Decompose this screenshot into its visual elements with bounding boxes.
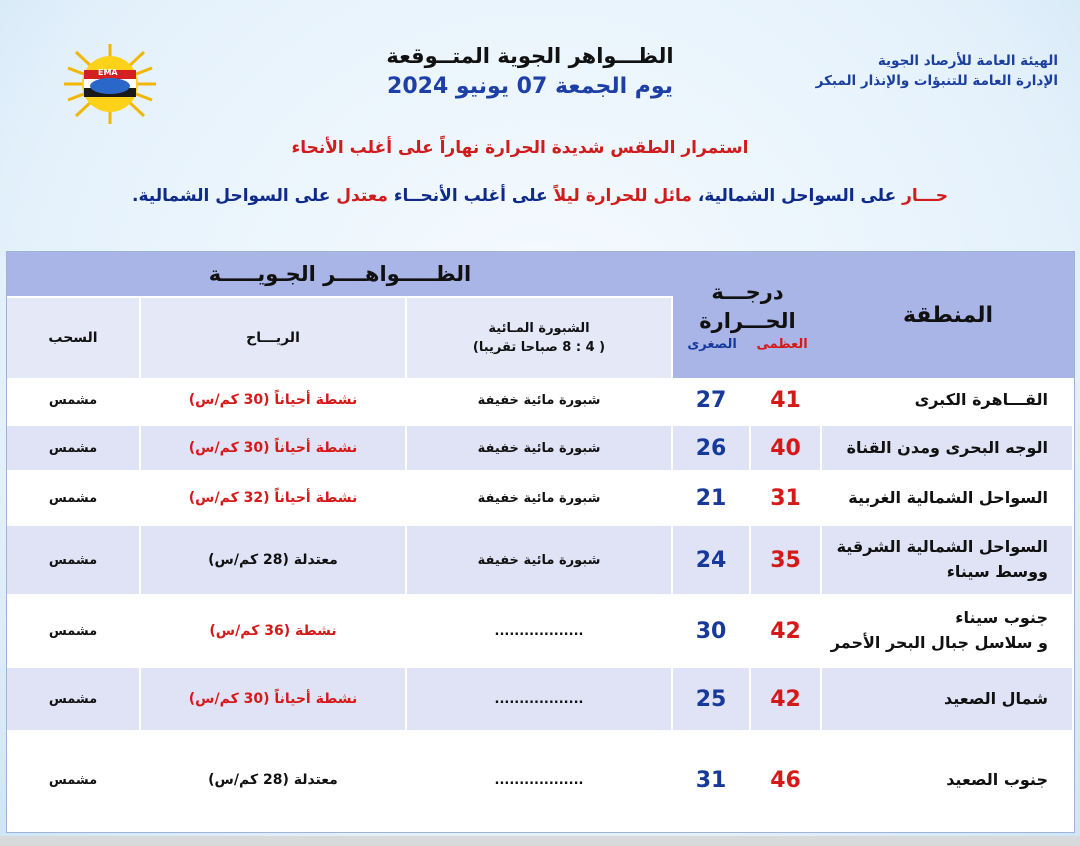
phenomena-header: الظـــــواهــــر الجـويـــــة: [208, 262, 472, 286]
ema-logo: [58, 42, 162, 126]
wind-header: الريـــاح: [246, 330, 300, 346]
temperature-header: درجـــة الحـــرارة: [699, 280, 796, 333]
row-3-fog-cell: [407, 474, 673, 524]
summary-night: ليلاً: [553, 186, 586, 206]
row-7-min-cell: [673, 734, 751, 828]
row-7-region: جنوب الصعيد: [946, 769, 1048, 789]
logo-text: EMA: [98, 68, 118, 77]
organization-name: [758, 52, 1058, 91]
temp-min-header: الصغرى: [687, 336, 737, 352]
forecast-table: [6, 251, 1075, 833]
org-line-1: الهيئة العامة للأرصاد الجوية: [877, 53, 1058, 69]
row-6-fog: ..................: [494, 691, 584, 707]
row-6-clouds: مشمس: [48, 691, 98, 707]
row-4-clouds-cell: [7, 526, 141, 596]
temp-max-header: العظمى: [756, 336, 808, 352]
row-1-min: 27: [695, 387, 727, 413]
row-5-wind: نشطة (36 كم/س): [209, 623, 337, 639]
row-2-fog: شبورة مائية خفيفة: [477, 440, 601, 456]
row-6-max: 42: [770, 686, 801, 712]
row-5-clouds: مشمس: [48, 623, 98, 639]
row-5-max: 42: [770, 618, 801, 644]
row-1-fog: شبورة مائية خفيفة: [477, 392, 601, 408]
row-6-wind: نشطة أحياناً (30 كم/س): [188, 691, 358, 707]
row-6-region-cell: [822, 668, 1074, 732]
summary-text-c: على السواحل الشمالية.: [131, 186, 337, 206]
row-7-max: 46: [770, 767, 801, 793]
row-3-min: 21: [695, 485, 727, 511]
header-divider: [7, 296, 673, 298]
clouds-header-cell: [7, 298, 139, 378]
temperature-header-cell: [673, 252, 822, 378]
row-6-region: شمال الصعيد: [944, 688, 1048, 708]
wind-header-cell: [141, 298, 405, 378]
row-4-region-cell: [822, 526, 1074, 596]
row-6-min: 25: [695, 686, 727, 712]
row-5-max-cell: [751, 598, 822, 666]
region-header-cell: [822, 252, 1074, 378]
row-3-clouds: مشمس: [48, 490, 98, 506]
bulletin-date: يوم الجمعة 07 يونيو 2024: [387, 74, 673, 99]
row-3-wind: نشطة أحياناً (32 كم/س): [188, 490, 358, 506]
row-5-fog: ..................: [494, 623, 584, 639]
row-4-min: 24: [695, 547, 727, 573]
row-1-fog-cell: [407, 378, 673, 424]
row-4-fog: شبورة مائية خفيفة: [477, 552, 601, 568]
row-2-max-cell: [751, 426, 822, 472]
row-6-wind-cell: [141, 668, 407, 732]
org-line-2: الإدارة العامة للتنبؤات والإنذار المبكر: [815, 72, 1058, 89]
row-5-min-cell: [673, 598, 751, 666]
row-2-wind-cell: [141, 426, 407, 472]
row-2-min-cell: [673, 426, 751, 472]
row-1-wind-cell: [141, 378, 407, 424]
row-3-min-cell: [673, 474, 751, 524]
row-4-max: 35: [770, 547, 801, 573]
row-7-wind-cell: [141, 734, 407, 828]
fog-header-cell: [407, 298, 671, 378]
summary-line-2: [60, 186, 1020, 206]
row-6-clouds-cell: [7, 668, 141, 732]
summary-text-a: على السواحل الشمالية،: [691, 186, 903, 206]
row-7-region-cell: [822, 734, 1074, 828]
row-6-max-cell: [751, 668, 822, 732]
row-4-max-cell: [751, 526, 822, 596]
bulletin-title: الظـــواهر الجوية المتــوقعة: [386, 44, 674, 68]
row-3-region: السواحل الشمالية الغربية: [848, 487, 1048, 507]
row-7-fog-cell: [407, 734, 673, 828]
row-4-region: السواحل الشمالية الشرقية ووسط سيناء: [836, 537, 1048, 581]
row-1-wind: نشطة أحياناً (30 كم/س): [188, 392, 358, 408]
row-2-fog-cell: [407, 426, 673, 472]
row-7-clouds-cell: [7, 734, 141, 828]
row-7-clouds: مشمس: [48, 772, 98, 788]
clouds-header: السحب: [48, 330, 98, 346]
row-5-clouds-cell: [7, 598, 141, 666]
row-2-region-cell: [822, 426, 1074, 472]
row-5-fog-cell: [407, 598, 673, 666]
row-2-max: 40: [770, 435, 801, 461]
row-1-clouds: مشمس: [48, 392, 98, 408]
row-7-max-cell: [751, 734, 822, 828]
fog-header: الشبورة المـائية: [488, 321, 590, 336]
row-3-max: 31: [770, 485, 801, 511]
row-2-min: 26: [695, 435, 727, 461]
row-1-region: القـــاهرة الكبرى: [914, 389, 1048, 409]
row-2-wind: نشطة أحياناً (30 كم/س): [188, 440, 358, 456]
row-2-clouds-cell: [7, 426, 141, 472]
summary-warm: مائل للحرارة: [585, 186, 692, 206]
row-4-min-cell: [673, 526, 751, 596]
row-5-min: 30: [695, 618, 727, 644]
row-1-region-cell: [822, 378, 1074, 424]
row-3-max-cell: [751, 474, 822, 524]
row-3-fog: شبورة مائية خفيفة: [477, 490, 601, 506]
header-divider-right: [671, 296, 673, 378]
row-4-wind: معتدلة (28 كم/س): [208, 552, 338, 568]
row-5-region-cell: [822, 598, 1074, 666]
phenomena-header-cell: [7, 252, 673, 296]
summary-line-1: استمرار الطقس شديدة الحرارة نهاراً على أغلب الأنحاء: [291, 138, 749, 158]
row-1-max-cell: [751, 378, 822, 424]
row-5-wind-cell: [141, 598, 407, 666]
row-5-region: جنوب سيناء و سلاسل جبال البحر الأحمر: [830, 608, 1048, 652]
row-7-fog: ..................: [494, 772, 584, 788]
row-7-min: 31: [695, 767, 727, 793]
row-4-fog-cell: [407, 526, 673, 596]
row-7-wind: معتدلة (28 كم/س): [208, 772, 338, 788]
row-4-clouds: مشمس: [48, 552, 98, 568]
row-2-region: الوجه البحرى ومدن القناة: [846, 437, 1048, 457]
row-3-wind-cell: [141, 474, 407, 524]
bulletin-title-block: [340, 44, 720, 99]
row-1-min-cell: [673, 378, 751, 424]
row-1-clouds-cell: [7, 378, 141, 424]
row-3-clouds-cell: [7, 474, 141, 524]
summary-hot: حـــار: [902, 186, 948, 206]
row-1-max: 41: [770, 387, 801, 413]
row-6-fog-cell: [407, 668, 673, 732]
row-6-min-cell: [673, 668, 751, 732]
fog-time-note: ( 4 : 8 صباحا تقريبا): [472, 340, 606, 355]
summary-mild: معتدل: [336, 186, 388, 206]
bottom-strip: [0, 836, 1080, 846]
region-header: المنطقة: [902, 302, 994, 328]
row-2-clouds: مشمس: [48, 440, 98, 456]
row-4-wind-cell: [141, 526, 407, 596]
summary-text-b: على أغلب الأنحــاء: [387, 186, 554, 206]
row-3-region-cell: [822, 474, 1074, 524]
